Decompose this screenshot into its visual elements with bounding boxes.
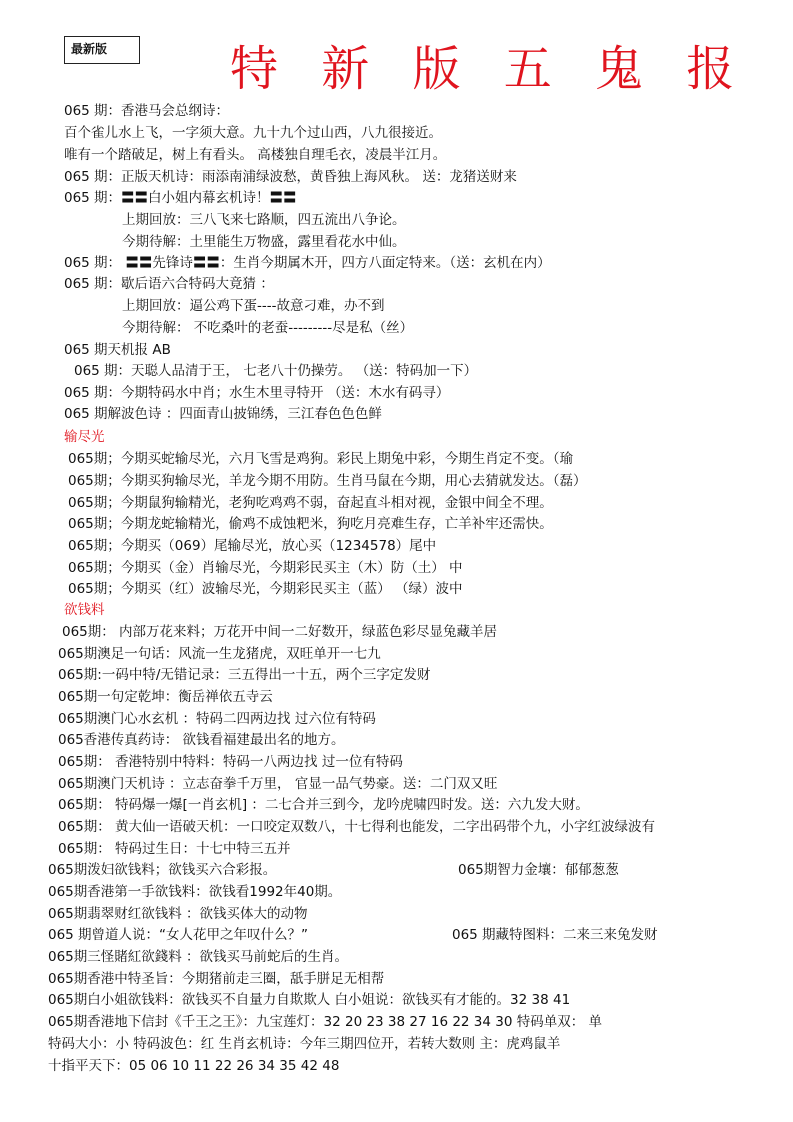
text-line: 065 期曾道人说：“女人花甲之年叹什么？” (48, 927, 309, 943)
text-line: 上期回放：逼公鸡下蛋----故意刁难，办不到 (122, 298, 385, 314)
text-line: 065期： 香港特别中特料：特码一八两边找 过一位有特码 (58, 754, 403, 770)
text-line: 065期三怪賭紅欲錢料 ：欲钱买马前蛇后的生肖。 (48, 949, 349, 965)
text-line: 065期；今期龙蛇输精光，偷鸡不成蚀粑米，狗吃月亮难生存，亡羊补牢还需快。 (68, 516, 553, 532)
text-line: 065 期天机报 AB (64, 342, 171, 358)
text-line: 065期澳足一句话：风流一生龙猪虎，双旺单开一七九 (58, 646, 381, 662)
latest-edition-badge: 最新版 (64, 36, 140, 64)
text-line: 065期香港中特圣旨：今期猪前走三圈，舐手胼足无相帮 (48, 971, 385, 987)
text-line: 065期；今期买狗输尽光，羊龙今期不用防。生肖马鼠在今期，用心去猜就发达。（磊） (68, 473, 587, 489)
text-line: 065 期：歇后语六合特码大竟猜 ： (64, 276, 274, 292)
text-line: 065期香港第一手欲钱料：欲钱看1992年40期。 (48, 884, 342, 900)
text-line: 065 期：正版天机诗：雨添南浦绿波愁，黄昏独上海风秋。 送：龙猪送财来 (64, 169, 517, 185)
text-line: 065期白小姐欲钱料：欲钱买不自量力自欺欺人 白小姐说：欲钱买有才能的。32 38 41 (48, 992, 571, 1008)
text-line: 065期；今期买蛇输尽光，六月飞雪是鸡狗。彩民上期兔中彩，今期生肖定不变。（瑜 (68, 451, 574, 467)
text-line: 065 期：〓〓白小姐内幕玄机诗！〓〓 (64, 190, 297, 206)
text-line: 065期；今期买（金）肖输尽光，今期彩民买主（木）防（土） 中 (68, 560, 463, 576)
text-line: 065期： 特码爆一爆[一肖玄机] ：二七合并三到今，龙吟虎啸四时发。送：六九发大财。 (58, 797, 589, 813)
text-line: 今期待解： 不吃桑叶的老蚕---------尽是私（丝） (122, 320, 414, 336)
text-line: 065 期解波色诗 ：四面青山披锦绣，三江春色色色鲜 (64, 406, 382, 422)
text-line: 065期： 特码过生日：十七中特三五并 (58, 841, 291, 857)
text-line: 065期澳门心水玄机 ：特码二四两边找 过六位有特码 (58, 711, 376, 727)
text-line: 065期： 黄大仙一语破天机：一口咬定双数八，十七得利也能发，二字出码带个九，小字红波绿波有 (58, 819, 656, 835)
text-line: 065期一句定乾坤：衡岳禅依五寺云 (58, 689, 273, 705)
text-line: 065 期：天聪人品清于王， 七老八十仍操劳。 （送：特码加一下） (74, 363, 478, 379)
text-line: 065期： 内部万花来料；万花开中间一二好数开，绿蓝色彩尽显兔藏羊居 (62, 624, 498, 640)
text-line: 065香港传真药诗： 欲钱看福建最出名的地方。 (58, 732, 345, 748)
section-heading-want-money: 欲钱料 (64, 602, 105, 618)
text-line: 065期；今期鼠狗输精光，老狗吃鸡鸡不弱，奋起直斗相对视，金银中间全不理。 (68, 495, 553, 511)
text-line: 065期翡翠财红欲钱料 ：欲钱买体大的动物 (48, 906, 308, 922)
text-line: 十指平天下：05 06 10 11 22 26 34 35 42 48 (48, 1058, 340, 1074)
text-line: 065期；今期买（069）尾输尽光，放心买（1234578）尾中 (68, 538, 437, 554)
text-line: 065 期： 〓〓先锋诗〓〓：生肖今期属木开，四方八面定特来。（送：玄机在内） (64, 255, 551, 271)
text-line: 065 期：香港马会总纲诗： (64, 103, 230, 119)
text-line: 065期香港地下信封《千王之王》：九宝莲灯：32 20 23 38 27 16 22 34 30 特码单双： 单 (48, 1014, 603, 1030)
text-line: 065期:一码中特/无错记录：三五得出一十五，两个三字定发财 (58, 667, 431, 683)
text-line: 065 期：今期特码水中肖；水生木里寻特开 （送：木水有码寻） (64, 385, 450, 401)
text-line: 065期智力金壤：郁郁葱葱 (458, 862, 619, 878)
text-line: 百个雀儿水上飞，一字须大意。九十九个过山西，八九很接近。 (64, 125, 442, 141)
text-line: 上期回放：三八飞来七路顺，四五流出八争论。 (122, 212, 406, 228)
section-heading-lose-all: 输尽光 (64, 429, 105, 445)
text-line: 065期泼妇欲钱料；欲钱买六合彩报。 (48, 862, 277, 878)
text-line: 065期澳门天机诗 ：立志奋拳千万里， 官显一品气势豪。送：二门双又旺 (58, 776, 498, 792)
text-line: 065期；今期买（红）波输尽光，今期彩民买主（蓝） （绿）波中 (68, 581, 463, 597)
text-line: 唯有一个踏破足，树上有看头。 高楼独自理毛衣，凌晨半江月。 (64, 147, 447, 163)
text-line: 今期待解：土里能生万物盛，露里看花水中仙。 (122, 234, 406, 250)
text-line: 特码大小：小 特码波色：红 生肖玄机诗：今年三期四位开，若转大数则 主：虎鸡鼠羊 (48, 1036, 561, 1052)
page-title: 特 新 版 五 鬼 报 (230, 41, 749, 97)
text-line: 065 期藏特图料：二来三来兔发财 (452, 927, 658, 943)
